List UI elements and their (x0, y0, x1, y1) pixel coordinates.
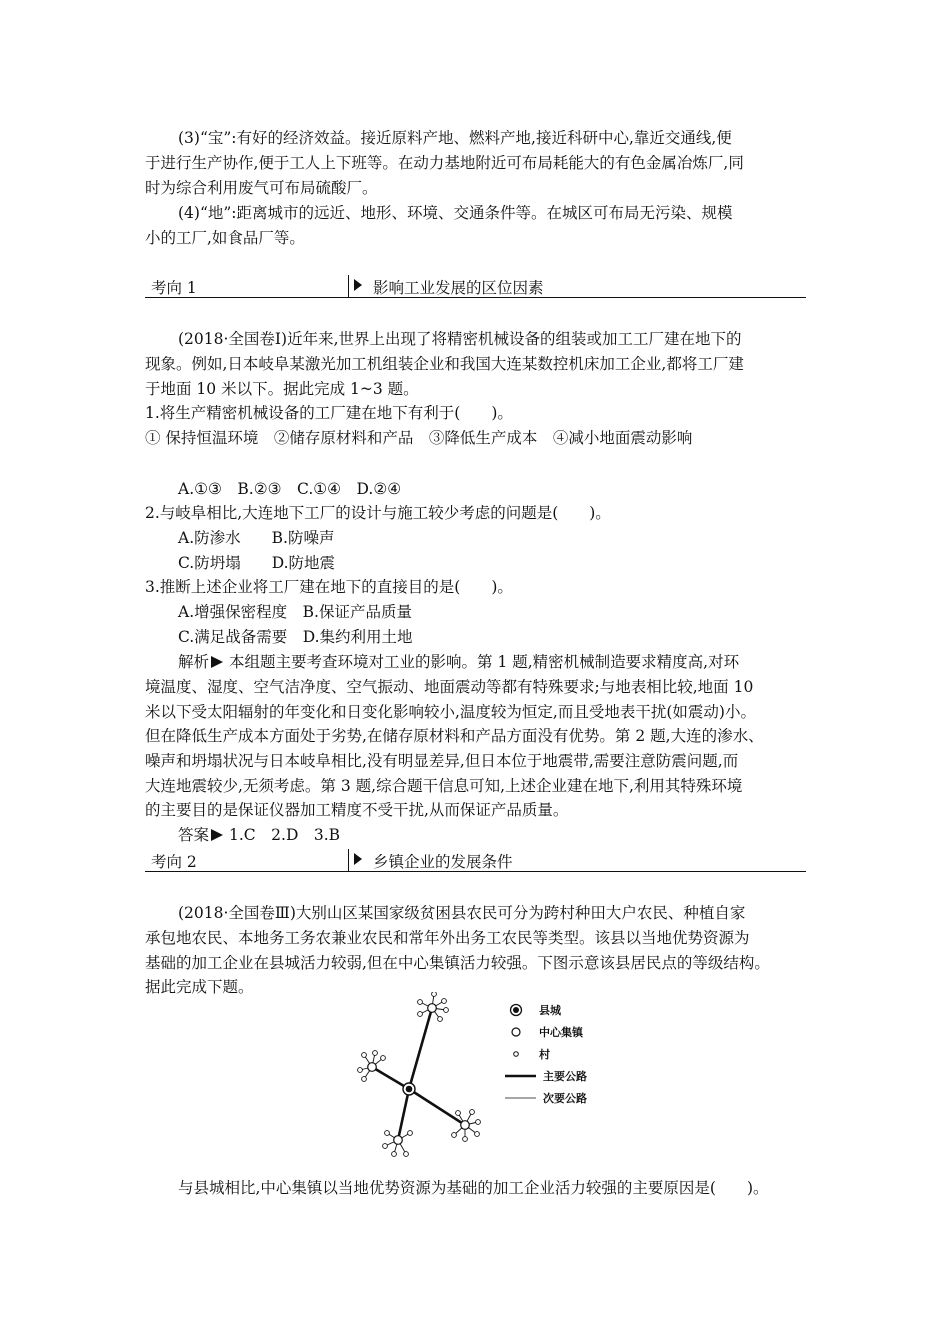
q2-stem-line4: 据此完成下题。 (145, 978, 254, 996)
question-2-options-a: A.防渗水 B.防噪声 (178, 529, 335, 547)
question-3-options-a: A.增强保密程度 B.保证产品质量 (178, 603, 412, 621)
town-legend-icon (512, 1028, 520, 1036)
legend-minor-road: 次要公路 (543, 1092, 587, 1105)
legend-main-road: 主要公路 (543, 1070, 587, 1083)
answer-line (178, 823, 340, 847)
analysis-line2: 境温度、湿度、空气洁净度、空气振动、地面震动等都有特殊要求;与地表相比较,地面 10 (145, 678, 754, 696)
q2-stem-line3: 基础的加工企业在县城活力较弱,但在中心集镇活力较强。下图示意该县居民点的等级结构。 (145, 954, 770, 972)
analysis-line5: 噪声和坍塌状况与日本岐阜相比,没有明显差异,但日本位于地震带,需要注意防震问题,而 (145, 752, 739, 770)
settlement-hierarchy-diagram (350, 992, 610, 1167)
section-header-1 (145, 275, 806, 298)
villages (358, 992, 481, 1156)
section-title: 影响工业发展的区位因素 (373, 279, 544, 297)
q2-question: 与县城相比,中心集镇以当地优势资源为基础的加工企业活力较强的主要原因是( )。 (178, 1179, 769, 1197)
section-header-2 (145, 849, 806, 872)
analysis-line4: 但在降低生产成本方面处于劣势,在储存原材料和产品方面没有优势。第 2 题,大连的渗水、 (145, 727, 764, 745)
legend-village: 村 (539, 1048, 550, 1061)
analysis-line1 (178, 650, 739, 674)
q2-stem-line1: (2018·全国卷Ⅲ)大别山区某国家级贫困县农民可分为跨村种田大户农民、种植自家 (178, 904, 746, 922)
section-divider (348, 849, 349, 871)
analysis-line3: 米以下受太阳辐射的年变化和日变化影响较小,温度较为恒定,而且受地表干扰(如震动)小。 (145, 703, 756, 721)
county-seat (403, 1083, 415, 1095)
section-number: 考向 2 (151, 853, 197, 871)
q2-stem-line2: 承包地农民、本地务工务农兼业农民和常年外出务工农民等类型。该县以当地优势资源为 (145, 929, 750, 947)
triangle-marker-icon (354, 853, 362, 865)
network (360, 994, 478, 1154)
question-1-items: ① 保持恒温环境 ②储存原材料和产品 ③降低生产成本 ④减小地面震动影响 (145, 429, 693, 447)
legend (505, 1003, 587, 1105)
question-3-options-b: C.满足战备需要 D.集约利用土地 (178, 628, 413, 646)
intro-p4-line2: 小的工厂,如食品厂等。 (145, 229, 305, 247)
main-road (409, 1089, 465, 1125)
analysis-line6: 大连地震较少,无须考虑。第 3 题,综合题干信息可知,上述企业建在地下,利用其特殊环境 (145, 777, 743, 795)
q1-stem-line2: 现象。例如,日本岐阜某激光加工机组装企业和我国大连某数控机床加工企业,都将工厂建 (145, 355, 744, 373)
intro-p4-line1: (4)“地”:距离城市的远近、地形、环境、交通条件等。在城区可布局无污染、规模 (178, 204, 733, 222)
triangle-marker-icon (211, 656, 223, 668)
analysis-label: 解析 (178, 653, 210, 671)
q1-stem-line1: (2018·全国卷Ⅰ)近年来,世界上出现了将精密机械设备的组装或加工工厂建在地下的 (178, 330, 742, 348)
question-1-options: A.①③ B.②③ C.①④ D.②④ (178, 480, 402, 498)
answer-text: 1.C 2.D 3.B (229, 826, 341, 844)
question-3: 3.推断上述企业将工厂建在地下的直接目的是( )。 (145, 578, 513, 596)
question-1: 1.将生产精密机械设备的工厂建在地下有利于( )。 (145, 404, 513, 422)
intro-p3-line3: 时为综合利用废气可布局硫酸厂。 (145, 179, 378, 197)
analysis-text: 本组题主要考查环境对工业的影响。第 1 题,精密机械制造要求精度高,对环 (229, 653, 740, 671)
intro-p3-line1: (3)“宝”:有好的经济效益。接近原料产地、燃料产地,接近科研中心,靠近交通线,便 (178, 129, 732, 147)
triangle-marker-icon (211, 829, 223, 841)
question-2: 2.与岐阜相比,大连地下工厂的设计与施工较少考虑的问题是( )。 (145, 504, 611, 522)
q1-stem-line3: 于地面 10 米以下。据此完成 1~3 题。 (145, 380, 419, 398)
section-number: 考向 1 (151, 279, 197, 297)
intro-p3-line2: 于进行生产协作,便于工人上下班等。在动力基地附近可布局耗能大的有色金属冶炼厂,同 (145, 154, 744, 172)
village-legend-icon (514, 1052, 519, 1057)
section-title: 乡镇企业的发展条件 (373, 853, 513, 871)
question-2-options-b: C.防坍塌 D.防地震 (178, 554, 336, 572)
main-road (409, 1008, 432, 1089)
section-divider (348, 275, 349, 297)
analysis-line7: 的主要目的是保证仪器加工精度不受干扰,从而保证产品质量。 (145, 801, 569, 819)
legend-county: 县城 (539, 1004, 561, 1017)
answer-label: 答案 (178, 826, 210, 844)
triangle-marker-icon (354, 279, 362, 291)
legend-town: 中心集镇 (539, 1026, 583, 1039)
